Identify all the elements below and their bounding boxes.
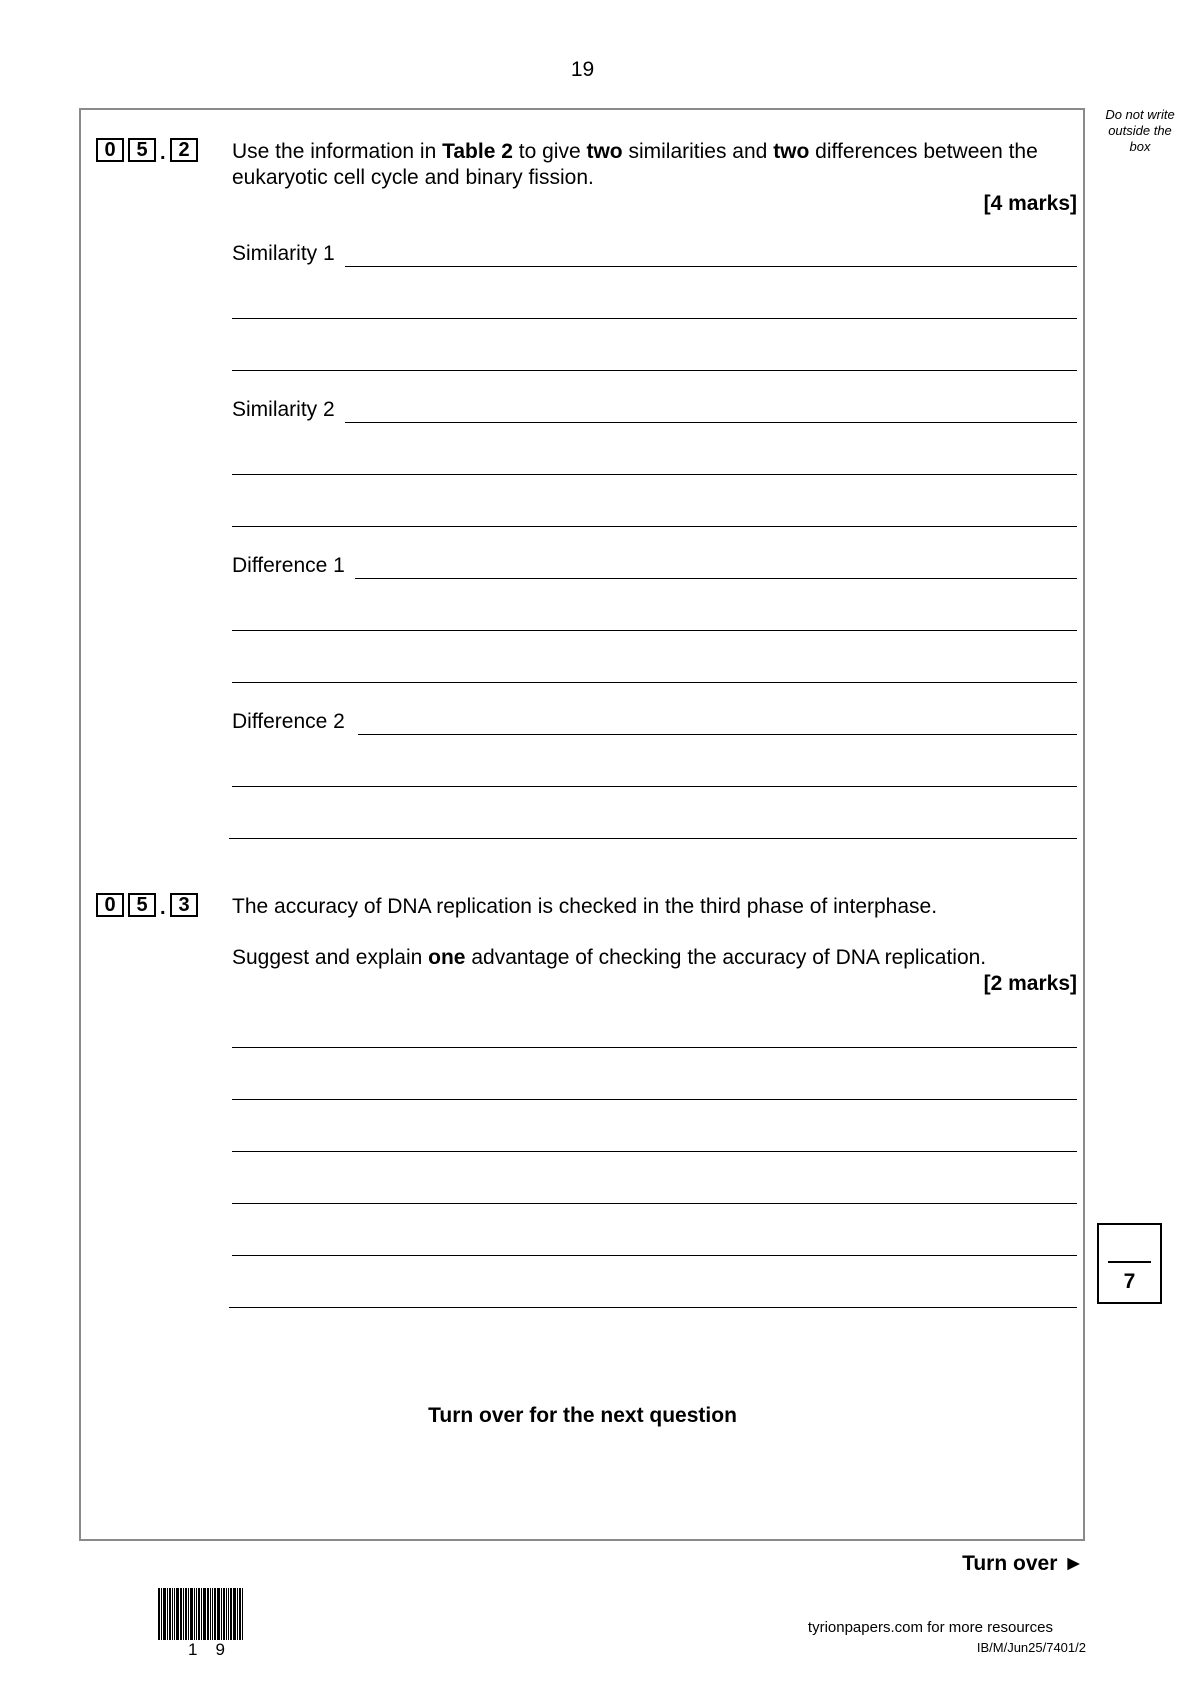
answer-line[interactable] — [232, 786, 1077, 787]
text-part-bold: two — [586, 140, 623, 163]
text-part-bold: Table 2 — [442, 140, 513, 163]
answer-line[interactable] — [358, 734, 1077, 735]
answer-label-difference-1: Difference 1 — [232, 554, 345, 577]
question-digit: 0 — [96, 893, 124, 917]
text-part-bold: one — [428, 946, 466, 969]
footer-code: IB/M/Jun25/7401/2 — [976, 1640, 1086, 1655]
text-part: to give — [512, 140, 587, 163]
question-dot: . — [160, 142, 166, 164]
score-divider — [1108, 1261, 1151, 1263]
marks-05-2: [4 marks] — [983, 192, 1077, 215]
answer-label-difference-2: Difference 2 — [232, 710, 345, 733]
answer-line[interactable] — [232, 474, 1077, 475]
answer-line[interactable] — [232, 1255, 1077, 1256]
marks-05-3: [2 marks] — [983, 972, 1077, 995]
page-number: 19 — [570, 58, 595, 81]
question-frame — [79, 108, 1085, 1541]
question-number-05-3 — [96, 893, 202, 917]
answer-line[interactable] — [232, 526, 1077, 527]
score-total: 7 — [1123, 1270, 1136, 1293]
text-part: Suggest and explain — [232, 946, 429, 969]
text-part-bold: two — [773, 140, 810, 163]
turn-over: Turn over ► — [962, 1552, 1084, 1575]
answer-line[interactable] — [229, 1307, 1077, 1308]
answer-line[interactable] — [232, 630, 1077, 631]
text-part: similarities and — [622, 140, 774, 163]
margin-note-line: outside the — [1108, 123, 1172, 138]
answer-line[interactable] — [232, 682, 1077, 683]
question-digit: 2 — [170, 138, 198, 162]
turn-over-next-question: Turn over for the next question — [428, 1404, 737, 1427]
question-05-3-text-2 — [232, 945, 1077, 971]
text-part: advantage of checking the accuracy of DNA replication. — [465, 946, 987, 969]
question-digit: 5 — [128, 138, 156, 162]
answer-line[interactable] — [345, 422, 1077, 423]
answer-label-similarity-2: Similarity 2 — [232, 398, 335, 421]
answer-line[interactable] — [232, 1203, 1077, 1204]
answer-line[interactable] — [355, 578, 1077, 579]
answer-line[interactable] — [232, 1099, 1077, 1100]
text-part: Use the information in — [232, 140, 443, 163]
barcode-digits: 19 — [188, 1640, 243, 1659]
footer-site: tyrionpapers.com for more resources — [807, 1619, 1053, 1636]
text-part: differences between the eukaryotic cell cycle and binary fission. — [232, 140, 1038, 189]
answer-line[interactable] — [232, 370, 1077, 371]
question-number-05-2 — [96, 138, 202, 162]
question-digit: 0 — [96, 138, 124, 162]
question-dot: . — [160, 897, 166, 919]
question-05-2-text — [232, 139, 1072, 191]
answer-line[interactable] — [345, 266, 1077, 267]
answer-label-similarity-1: Similarity 1 — [232, 242, 335, 265]
margin-note-line: box — [1129, 139, 1151, 154]
answer-line[interactable] — [229, 838, 1077, 839]
answer-line[interactable] — [232, 1151, 1077, 1152]
question-05-3-text-1: The accuracy of DNA replication is checked in the third phase of interphase. — [232, 895, 938, 918]
margin-note-line: Do not write — [1105, 107, 1175, 122]
answer-line[interactable] — [232, 318, 1077, 319]
question-digit: 5 — [128, 893, 156, 917]
question-digit: 3 — [170, 893, 198, 917]
barcode-icon — [158, 1588, 266, 1640]
answer-line[interactable] — [232, 1047, 1077, 1048]
margin-note — [1096, 107, 1184, 155]
